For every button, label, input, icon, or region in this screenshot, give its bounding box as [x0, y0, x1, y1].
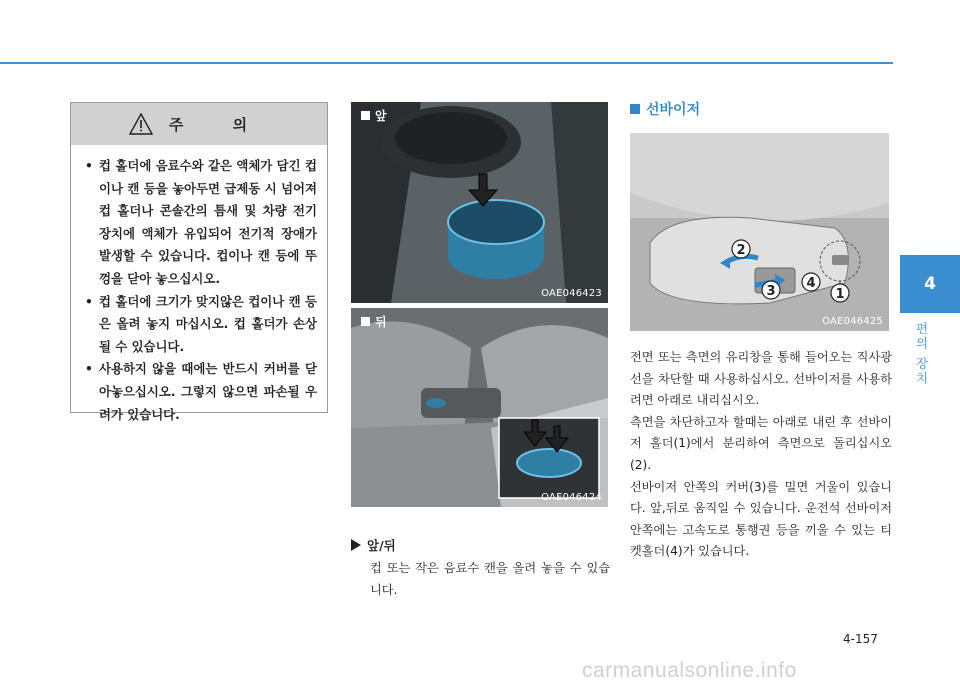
photo-code-front: OAE046423 [541, 288, 602, 299]
front-cupholder-photo [351, 102, 608, 303]
section-title-sunvisor: 선바이저 [630, 99, 700, 119]
square-bullet-icon [630, 104, 640, 114]
page-number: 4-157 [843, 632, 878, 646]
photo-tag-front: 앞 [361, 107, 387, 124]
photo-tag-rear: 뒤 [361, 313, 387, 330]
callout-3: 3 [766, 284, 776, 299]
caution-box [70, 102, 328, 422]
caution-list [71, 145, 327, 426]
rear-cupholder-illustration [351, 308, 608, 507]
photo-code-visor: OAE046425 [822, 316, 883, 327]
caution-item: • 사용하지 않을 때에는 반드시 커버를 닫아놓으십시오. 그렇지 않으면 파손될 우려가 있습니다. [85, 358, 317, 426]
callout-1: 1 [835, 287, 845, 302]
front-rear-heading: 앞/뒤 [351, 536, 396, 554]
photo-code-rear: OAE046424 [541, 492, 602, 503]
front-rear-body: 컵 또는 작은 음료수 캔을 올려 놓을 수 있습니다. [370, 561, 610, 597]
caution-item: • 컵 홀더에 음료수와 같은 액체가 담긴 컵이나 캔 등을 놓아두면 급제동 시 넘어져 컵 홀더나 콘솔간의 틈새 및 차량 전기 장치에 액체가 유입되어 전기적 장애가 발생할 수 있습니다. 컵이나 캔 등에 뚜껑을 닫아 놓으십시오. [85, 155, 317, 291]
sunvisor-illustration [630, 133, 889, 331]
caution-title: 주 의 [168, 115, 270, 134]
caution-header [71, 103, 327, 145]
sunvisor-paragraph: 전면 또는 측면의 유리창을 통해 들어오는 직사광선을 차단할 때 사용하십시오. 선바이저를 사용하려면 아래로 내리십시오. [630, 350, 892, 408]
sunvisor-paragraph: 선바이저 안쪽의 커버(3)를 밀면 거울이 있습니다. 앞,뒤로 움직일 수 있습니다. 운전석 선바이저 안쪽에는 고속도로 통행권 등을 끼울 수 있는 티켓홀더(4)가 있습니다. [630, 479, 892, 559]
front-cupholder-illustration [351, 102, 608, 303]
chapter-name: 편의 장치 [914, 322, 929, 386]
watermark: carmanualsonline.info [582, 659, 797, 682]
rear-cupholder-photo [351, 308, 608, 507]
caution-item: • 컵 홀더에 크기가 맞지않은 컵이나 캔 등은 올려 놓지 마십시오. 컵 홀더가 손상 될 수 있습니다. [85, 291, 317, 359]
callout-2: 2 [736, 243, 746, 258]
triangle-bullet-icon [351, 539, 361, 551]
header-rule [0, 62, 893, 64]
sunvisor-text [630, 347, 892, 563]
warning-triangle-icon [129, 113, 153, 135]
callout-4: 4 [806, 276, 816, 291]
sunvisor-paragraph: 측면을 차단하고자 할때는 아래로 내린 후 선바이저 홀더(1)에서 분리하여 측면으로 돌리십시오(2). [630, 414, 892, 472]
sunvisor-photo [630, 133, 889, 331]
chapter-tab[interactable]: 4 [900, 255, 960, 313]
